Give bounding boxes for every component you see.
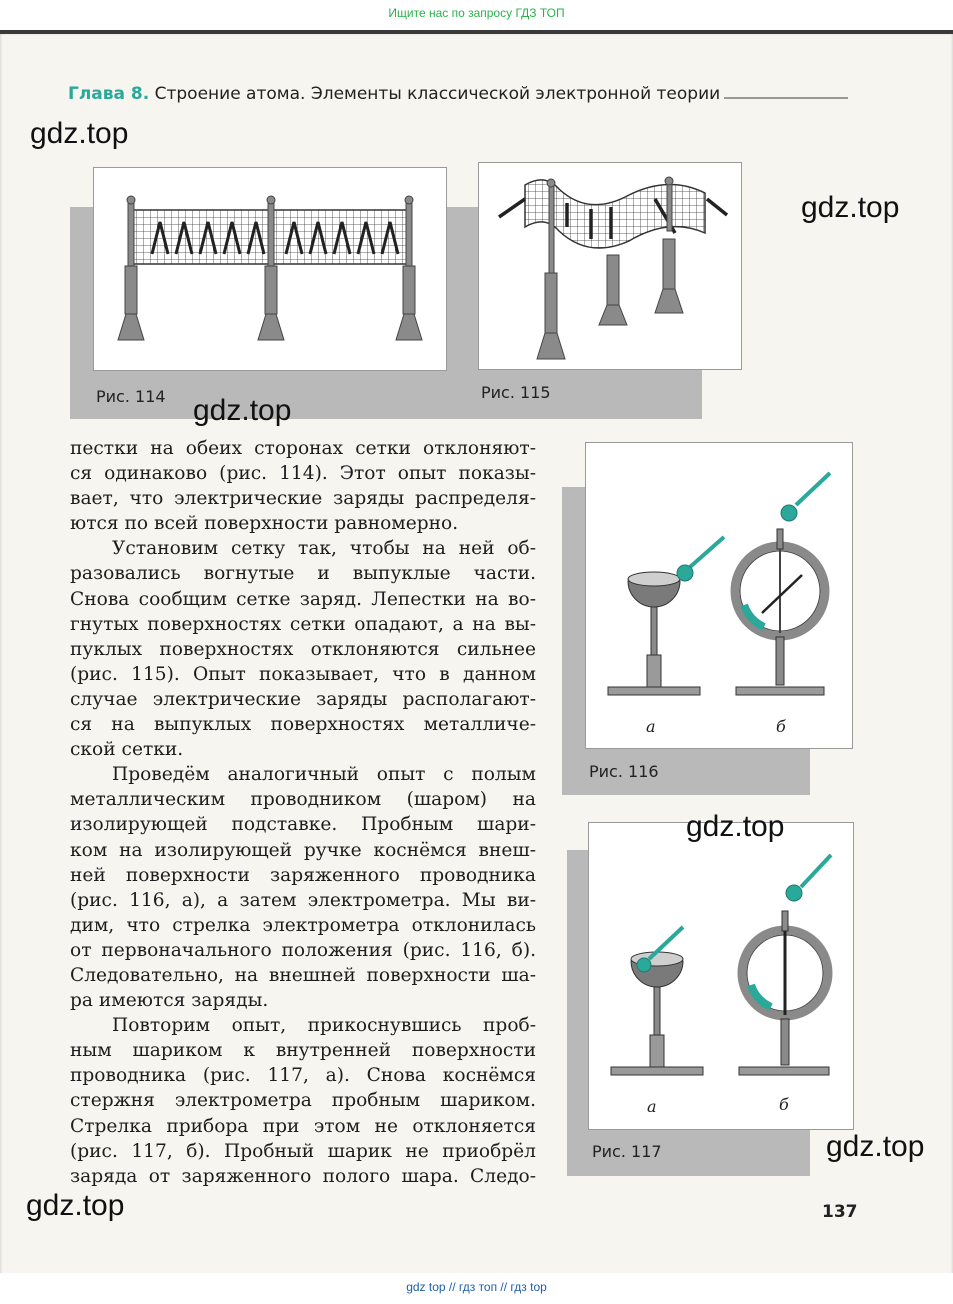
fig114-caption: Рис. 114 (96, 387, 166, 406)
text-line: ся одинаково (рис. 114). Этот опыт показы- (70, 463, 536, 485)
text-line: заряда от заряженного полого шара. Следо- (70, 1165, 536, 1187)
text-line: ней поверхности заряженного проводника (70, 864, 536, 886)
fig117-label-a: а (647, 1097, 657, 1116)
chapter-number: Глава 8. (68, 84, 150, 104)
text-line: (рис. 116, а), а затем электрометра. Мы ви- (70, 889, 536, 911)
text-line: Снова сообщим сетке заряд. Лепестки на во- (70, 588, 536, 610)
text-line: ра имеются заряды. (70, 990, 269, 1012)
text-line: стержня электрометра пробным шариком. (70, 1090, 536, 1112)
text-line: разовались вогнутые и выпуклые части. (70, 563, 536, 585)
fig117-caption: Рис. 117 (592, 1142, 662, 1161)
top-banner: Ищите нас по запросу ГДЗ ТОП (388, 6, 565, 20)
text-line: изолирующей подставке. Пробным шари- (70, 814, 536, 836)
page-number: 137 (822, 1202, 858, 1222)
mesh-curved-illustration (479, 163, 741, 369)
watermark: gdz.top (193, 394, 292, 427)
watermark: gdz.top (26, 1189, 125, 1222)
header-rule (724, 97, 848, 99)
text-line: Стрелка прибора при этом не отклоняется (70, 1115, 536, 1137)
text-line: пестки на обеих сторонах сетки отклоняют- (70, 438, 536, 459)
text-line: от первоначального положения (рис. 116, б). (70, 939, 536, 961)
watermark: gdz.top (30, 117, 129, 150)
text-line: Следовательно, на внешней поверхности ша- (70, 964, 536, 986)
text-line: ся на выпуклых поверхностях металличе- (70, 714, 536, 736)
bottom-banner: gdz top // гдз топ // гдз top (406, 1280, 547, 1294)
figure-116 (585, 442, 853, 749)
figure-114 (93, 167, 447, 371)
chapter-title: Строение атома. Элементы классической электронной теории (154, 84, 721, 104)
text-line: гнутых поверхностях сетки опадают, а на вы- (70, 613, 536, 635)
text-line: случае электрические заряды располагают- (70, 688, 536, 710)
fig116-caption: Рис. 116 (589, 762, 659, 781)
text-line: металлическим проводником (шаром) на (70, 789, 536, 811)
text-line: проводника (рис. 117, а). Снова коснёмся (70, 1065, 536, 1087)
text-line: Проведём аналогичный опыт с полым (112, 764, 536, 786)
text-line: ются по всей поверхности равномерно. (70, 513, 459, 535)
fig115-caption: Рис. 115 (481, 383, 551, 402)
fig117-label-b: б (779, 1095, 789, 1114)
text-line: пуклых поверхностях отклоняются сильнее (70, 638, 536, 660)
watermark: gdz.top (686, 810, 785, 843)
watermark: gdz.top (826, 1130, 925, 1163)
text-line: (рис. 117, б). Пробный шарик не приобрёл (70, 1140, 536, 1162)
watermark: gdz.top (801, 191, 900, 224)
body-text (70, 436, 536, 1189)
page-edge (0, 30, 953, 34)
figure-115 (478, 162, 742, 370)
text-line: ком на изолирующей ручке коснёмся внеш- (70, 839, 536, 861)
figure-117 (588, 822, 854, 1130)
sphere-and-electrometer-116 (586, 443, 852, 748)
text-line: (рис. 115). Опыт показывает, что в данном (70, 663, 536, 685)
chapter-header (68, 84, 720, 104)
text-line: Установим сетку так, чтобы на ней об- (112, 538, 536, 560)
text-line: Повторим опыт, прикоснувшись проб- (112, 1015, 536, 1037)
text-line: ным шариком к внутренней поверхности (70, 1040, 536, 1062)
fig116-label-a: а (646, 717, 656, 736)
text-line: ской сетки. (70, 739, 184, 761)
text-line: вает, что электрические заряды распределя- (70, 488, 536, 510)
text-line: дим, что стрелка электрометра отклонилась (70, 914, 536, 936)
sphere-and-electrometer-117 (589, 823, 853, 1129)
mesh-flat-illustration (94, 168, 446, 370)
fig116-label-b: б (776, 717, 786, 736)
